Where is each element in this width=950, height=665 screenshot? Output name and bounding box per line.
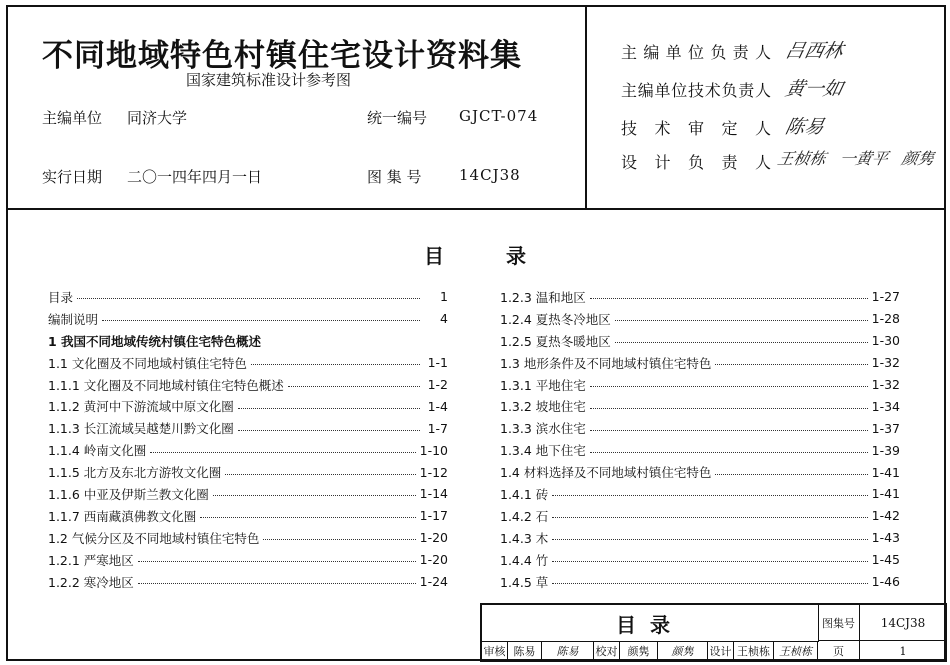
review-name: 陈易	[508, 641, 542, 662]
chief-unit-value: 同济大学	[127, 109, 188, 127]
toc-entry	[48, 395, 448, 417]
toc-entry-page: 1-20	[419, 552, 448, 568]
toc-entry	[48, 439, 448, 461]
toc-entry-page: 1-20	[419, 530, 448, 546]
design-name: 王桢栋	[734, 641, 774, 662]
check-name: 颜隽	[620, 641, 658, 662]
title-block-atlas-label: 图集号	[818, 605, 860, 641]
toc-entry	[500, 417, 900, 439]
toc-entry-label: 1.4.4 竹	[500, 552, 549, 568]
toc-entry-leader	[77, 298, 420, 299]
title-block-atlas-value: 14CJ38	[860, 605, 947, 641]
toc-entry-leader	[138, 583, 416, 584]
toc-entry	[48, 527, 448, 549]
toc-entry-page: 1-43	[871, 530, 900, 546]
page-label: 页	[818, 641, 860, 662]
toc-entry-leader	[590, 386, 868, 387]
toc-entry-page: 1-37	[871, 420, 900, 436]
frame-border-right	[944, 5, 946, 660]
toc-entry-page: 1-10	[419, 442, 448, 458]
chief-unit-label: 主编单位	[42, 109, 103, 127]
toc-entry-leader	[715, 474, 867, 475]
toc-heading-left: 目	[424, 244, 444, 268]
toc-entry-page: 1-12	[419, 464, 448, 480]
tech-head-signature: 黄一如	[783, 78, 846, 100]
unified-no-label: 统一编号	[367, 109, 428, 127]
toc-entry	[500, 330, 900, 352]
designer-label: 设计负责人	[621, 153, 771, 172]
toc-entry-label: 1.3.4 地下住宅	[500, 443, 586, 459]
toc-heading-right: 录	[506, 244, 526, 268]
toc-entry	[48, 461, 448, 483]
toc-entry-leader	[590, 452, 868, 453]
toc-entry-page: 1-45	[871, 552, 900, 568]
toc-entry-page: 1-14	[419, 486, 448, 502]
atlas-subtitle: 国家建筑标准设计参考图	[186, 71, 352, 89]
toc-entry	[500, 352, 900, 374]
toc-entry-label: 1.3.1 平地住宅	[500, 377, 586, 393]
effective-date-value: 二〇一四年四月一日	[127, 168, 263, 186]
toc-entry-leader	[138, 561, 416, 562]
review-signature: 陈易	[542, 641, 594, 662]
toc-entry-page: 1-41	[871, 486, 900, 502]
frame-border-left	[6, 5, 8, 660]
approver-signature: 陈易	[783, 116, 827, 138]
toc-entry-page: 1-7	[427, 420, 448, 436]
toc-entry	[500, 571, 900, 593]
toc-entry-label: 编制说明	[48, 311, 99, 327]
atlas-no-value: 14CJ38	[459, 166, 521, 184]
atlas-no-label: 图 集 号	[367, 168, 422, 186]
design-signature: 王桢栋	[774, 641, 818, 662]
designer-signature-1: 王桢栋	[775, 149, 828, 168]
toc-entry-page: 1-28	[871, 311, 900, 327]
toc-right-column	[500, 286, 900, 592]
toc-entry-page: 1-34	[871, 398, 900, 414]
designer-signature-3: 颜隽	[899, 149, 936, 168]
toc-entry-page: 1-24	[419, 574, 448, 590]
toc-entry	[500, 439, 900, 461]
toc-entry-leader	[213, 495, 416, 496]
toc-entry	[500, 483, 900, 505]
toc-entry-label: 1.2.2 寒冷地区	[48, 574, 134, 590]
toc-entry-label: 目录	[48, 289, 74, 305]
toc-entry	[48, 505, 448, 527]
toc-entry	[48, 374, 448, 396]
toc-entry-label: 1.3 地形条件及不同地域村镇住宅特色	[500, 355, 712, 371]
toc-entry	[500, 308, 900, 330]
toc-entry-leader	[288, 386, 420, 387]
toc-entry-page: 1-41	[871, 464, 900, 480]
review-label: 审核	[482, 641, 508, 662]
toc-entry-leader	[552, 539, 867, 540]
toc-entry-label: 1.2 气候分区及不同地域村镇住宅特色	[48, 530, 260, 546]
toc-left-column	[48, 286, 448, 592]
toc-entry-leader	[590, 430, 868, 431]
toc-entry-label: 1.3.2 坡地住宅	[500, 399, 586, 415]
toc-entry-leader	[263, 539, 415, 540]
toc-entry-label: 1.1 文化圈及不同地域村镇住宅特色	[48, 355, 247, 371]
toc-entry-label: 1.3.3 滨水住宅	[500, 421, 586, 437]
toc-entry-leader	[200, 517, 415, 518]
toc-entry-leader	[238, 430, 420, 431]
toc-entry-label: 1.2.5 夏热冬暖地区	[500, 333, 611, 349]
header-divider	[6, 208, 944, 210]
unit-head-row	[621, 40, 771, 63]
toc-entry	[500, 395, 900, 417]
toc-entry-page: 4	[440, 311, 448, 327]
toc-entry-page: 1-46	[871, 574, 900, 590]
toc-entry-page: 1-39	[871, 442, 900, 458]
toc-entry-page: 1-27	[871, 289, 900, 305]
title-block-title: 目录	[482, 605, 819, 642]
toc-entry	[48, 352, 448, 374]
effective-date-label: 实行日期	[42, 168, 103, 186]
toc-entry-label: 1 我国不同地域传统村镇住宅特色概述	[48, 333, 262, 349]
designer-row	[621, 150, 771, 173]
toc-entry-label: 1.2.4 夏热冬冷地区	[500, 311, 611, 327]
toc-entry	[48, 308, 448, 330]
toc-entry-label: 1.1.7 西南藏滇佛教文化圈	[48, 508, 197, 524]
toc-entry-leader	[590, 408, 868, 409]
page-value: 1	[860, 641, 947, 662]
toc-entry	[48, 571, 448, 593]
toc-entry-leader	[552, 517, 867, 518]
toc-entry-page: 1-17	[419, 508, 448, 524]
toc-entry-label: 1.4.5 草	[500, 574, 549, 590]
toc-entry	[48, 549, 448, 571]
toc-entry-page: 1-30	[871, 333, 900, 349]
toc-entry	[48, 483, 448, 505]
toc-entry	[500, 527, 900, 549]
toc-entry-leader	[715, 364, 867, 365]
toc-entry	[48, 330, 448, 352]
toc-entry-label: 1.4 材料选择及不同地域村镇住宅特色	[500, 465, 712, 481]
toc-entry	[500, 286, 900, 308]
toc-entry-page: 1-4	[427, 398, 448, 414]
toc-entry-label: 1.4.1 砖	[500, 486, 549, 502]
toc-entry-leader	[150, 452, 415, 453]
toc-entry-leader	[590, 298, 868, 299]
toc-entry	[500, 505, 900, 527]
toc-entry-label: 1.1.3 长江流域吴越楚川黔文化圈	[48, 421, 234, 437]
toc-entry-leader	[615, 342, 868, 343]
toc-entry-label: 1.1.1 文化圈及不同地域村镇住宅特色概述	[48, 377, 284, 393]
toc-entry-page: 1-42	[871, 508, 900, 524]
toc-entry-label: 1.1.4 岭南文化圈	[48, 443, 147, 459]
tech-head-label: 主编单位技术负责人	[621, 81, 771, 100]
unit-head-label: 主编单位负责人	[621, 43, 771, 62]
toc-entry-page: 1	[440, 289, 448, 305]
toc-entry-leader	[238, 408, 420, 409]
toc-entry-label: 1.2.3 温和地区	[500, 289, 586, 305]
toc-entry-label: 1.4.3 木	[500, 530, 549, 546]
toc-entry	[500, 461, 900, 483]
unified-no-value: GJCT-074	[459, 107, 539, 125]
toc-entry	[48, 286, 448, 308]
check-signature: 颜隽	[658, 641, 708, 662]
frame-border-top	[6, 5, 944, 7]
toc-entry-label: 1.1.5 北方及东北方游牧文化圈	[48, 465, 222, 481]
tech-head-row	[621, 78, 771, 101]
toc-entry-page: 1-32	[871, 355, 900, 371]
toc-entry-label: 1.2.1 严寒地区	[48, 552, 134, 568]
toc-entry-leader	[615, 320, 868, 321]
designer-signature-2: 一黄平	[837, 149, 890, 168]
toc-entry-leader	[552, 583, 867, 584]
approver-label: 技术审定人	[621, 119, 771, 138]
toc-entry-label: 1.4.2 石	[500, 508, 549, 524]
toc-entry-leader	[552, 561, 867, 562]
toc-entry	[48, 417, 448, 439]
title-block	[480, 603, 947, 662]
toc-entry-leader	[552, 495, 867, 496]
toc-entry-leader	[225, 474, 415, 475]
toc-entry	[500, 549, 900, 571]
toc-entry-label: 1.1.2 黄河中下游流域中原文化圈	[48, 399, 234, 415]
atlas-title: 不同地域特色村镇住宅设计资料集	[42, 38, 522, 74]
approver-row	[621, 116, 771, 139]
check-label: 校对	[594, 641, 620, 662]
toc-entry-page: 1-1	[427, 355, 448, 371]
design-label: 设计	[708, 641, 734, 662]
header-vertical-divider	[585, 5, 587, 209]
unit-head-signature: 吕西林	[783, 40, 846, 62]
toc-entry-page: 1-2	[427, 377, 448, 392]
toc-entry	[500, 374, 900, 396]
toc-entry-label: 1.1.6 中亚及伊斯兰教文化圈	[48, 486, 209, 502]
toc-entry-page: 1-32	[871, 377, 900, 392]
toc-entry-leader	[102, 320, 420, 321]
toc-entry-leader	[251, 364, 420, 365]
